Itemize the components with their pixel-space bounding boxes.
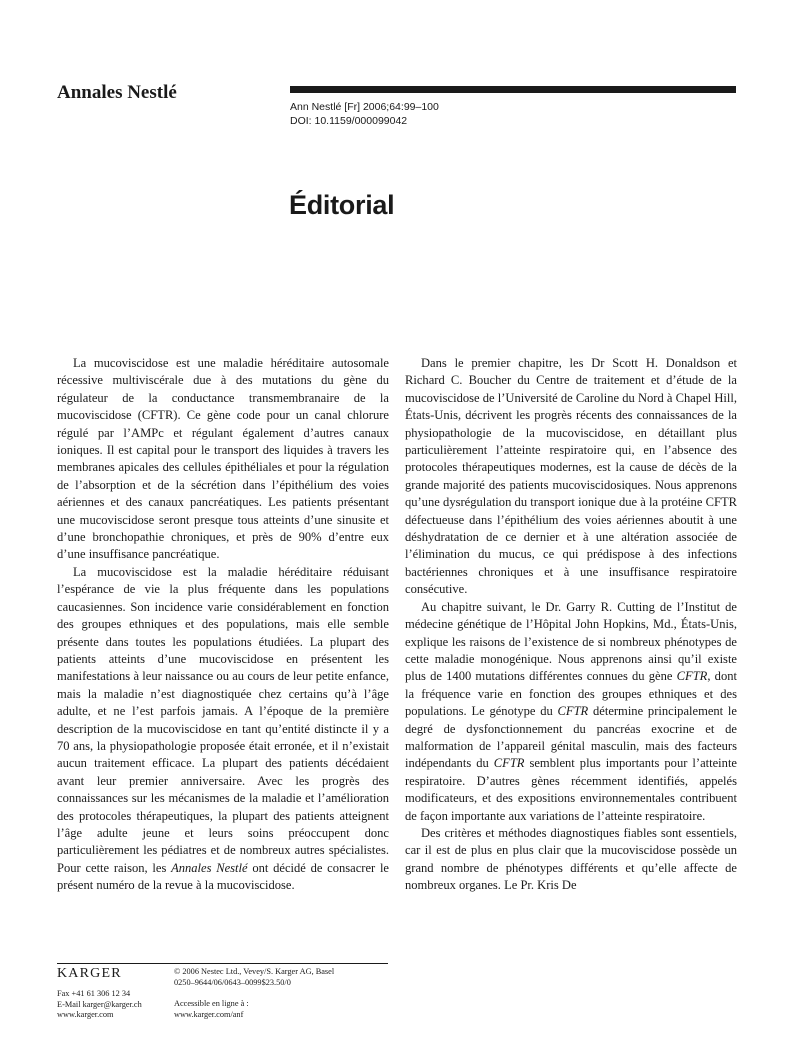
website-line: www.karger.com xyxy=(57,1010,114,1019)
journal-name: Annales Nestlé xyxy=(57,82,177,103)
section-title: Éditorial xyxy=(289,190,395,220)
doi-line: DOI: 10.1159/000099042 xyxy=(290,115,408,127)
paragraph xyxy=(57,564,389,895)
issn-line: 0250–9644/06/0643–0099$23.50/0 xyxy=(174,977,291,987)
publisher-logo: KARGER xyxy=(57,966,122,981)
citation-block xyxy=(290,100,439,128)
fax-line: Fax +41 61 306 12 34 xyxy=(57,989,131,998)
email-line: E-Mail karger@karger.ch xyxy=(57,999,142,1009)
paragraph: La mucoviscidose est une maladie héréditaire autosomale récessive multiviscérale due à des mutations du gène du régulateur de la conductance transmembranaire de la mucoviscidose (CFTR). Ce gène code pour un canal chlorure régulé par l’AMPc et régulant également d’autres canaux ioniques. Il est capital pour le transport des liquides à travers les membranes apicales des cellules épithéliales et pour la régulation de l’absorption et de la sécrétion dans l’épithélium des voies aériennes et des canaux pancréatiques. Les patients présentant une mucoviscidose seront presque tous atteints d’une sinusite et d’une bronchopathie chroniques, et près de 90% d’entre eux d’une insuffisance pancréatique. xyxy=(57,356,389,562)
paragraph-text: détermine principalement le degré de dysfonctionnement du pancréas exocrine et de malformation de l’appareil génital masculin, mais des facteurs indépendants du xyxy=(405,704,737,771)
paragraph: Des critères et méthodes diagnostiques fiables sont essentiels, car il est de plus en plus clair que la mucoviscidose possède un grand nombre de phénotypes différents et qu’elle affecte de nombreux organes. Le Pr. Kris De xyxy=(405,825,737,893)
header-rule xyxy=(290,86,736,93)
paragraph-text: Au chapitre suivant, le Dr. Garry R. Cutting de l’Institut de médecine génétique de l’Hôpital John Hopkins, Md., États-Unis, explique les raisons de l’existence de si nombreux phénotypes de cette maladie monogénique. Nous apprenons ainsi qu’il existe plus de 1400 mutations différentes connues du gène xyxy=(405,599,737,684)
citation-line: Ann Nestlé [Fr] 2006;64:99–100 xyxy=(290,101,439,113)
copyright-line: © 2006 Nestec Ltd., Vevey/S. Karger AG, Basel xyxy=(174,967,335,976)
online-access-block xyxy=(174,999,249,1020)
footer-rule xyxy=(57,963,388,964)
paragraph-text: , dont la fréquence varie en fonction des groupes ethniques et des populations. Le génotype du xyxy=(405,669,737,719)
paragraph: Dans le premier chapitre, les Dr Scott H. Donaldson et Richard C. Boucher du Centre de traitement et d’étude de la mucoviscidose de l’Université de Caroline du Nord à Chapel Hill, États-Unis, décrivent les progrès récents des connaissances de la physiopathologie de la mucoviscidose, en détaillant plus particulièrement l’atteinte respiratoire qui, en l’absence des protocoles thérapeutiques modernes, est la cause de décès de la grande majorité des patients mucoviscidosiques. Nous apprenons qu’une dysrégulation du transport ionique due à la protéine CFTR défectueuse dans l’épithélium des voies aériennes aboutit à une déshydratation de ce dernier et à une altération associée de l’élimination du mucus, ce qui prédispose à des infections bactériennes chroniques et à une insuffisance respiratoire consécutive. xyxy=(405,356,737,597)
left-column xyxy=(57,355,389,895)
publisher-contact xyxy=(57,989,142,1021)
paragraph-text: La mucoviscidose est la maladie héréditaire réduisant l’espérance de vie la plus fréquente dans les populations caucasiennes. Son incidence varie considérablement en fonction des groupes ethniques et des populations, mais elle semble présente dans toutes les populations étudiées. La plupart des patients atteints d’une mucoviscidose en présentent les manifestations à leur naissance ou au cours de leur petite enfance, mais la maladie n’est diagnostiquée chez certains qu’à l’âge adulte, et ne l’est parfois jamais. A l’époque de la première description de la mucoviscidose en tant qu’entité distincte il y a 70 ans, la physiopathologie proposée était erronée, et il n’existait aucun traitement efficace. La plupart des patients décédaient avant leur premier anniversaire. Avec les progrès des connaissances sur les mécanismes de la maladie et l’amélioration des protocoles thérapeutiques, la plupart des patients atteignent l’âge adulte jeune et leurs soins préoccupent donc particulièrement les pédiatres et de nombreux autres spécialistes. Pour cette raison, les xyxy=(57,564,389,875)
access-url: www.karger.com/anf xyxy=(174,1009,244,1019)
gene-name-italic: CFTR xyxy=(676,669,708,684)
copyright-block xyxy=(174,967,334,988)
gene-name-italic: CFTR xyxy=(557,704,589,719)
journal-name-italic: Annales Nestlé xyxy=(171,860,248,875)
access-label: Accessible en ligne à : xyxy=(174,999,249,1008)
right-column xyxy=(405,355,737,895)
paragraph-text: semblent plus importants pour l’atteinte respiratoire. D’autres gènes récemment identifiés, appelés modificateurs, et des expositions environnementales contribuent de façon importante aux variations de l’atteinte respiratoire. xyxy=(405,756,737,823)
paragraph xyxy=(405,599,737,825)
gene-name-italic: CFTR xyxy=(493,756,525,771)
paragraph-text: ont décidé de consacrer le présent numéro de la revue à la mucoviscidose. xyxy=(57,860,390,893)
